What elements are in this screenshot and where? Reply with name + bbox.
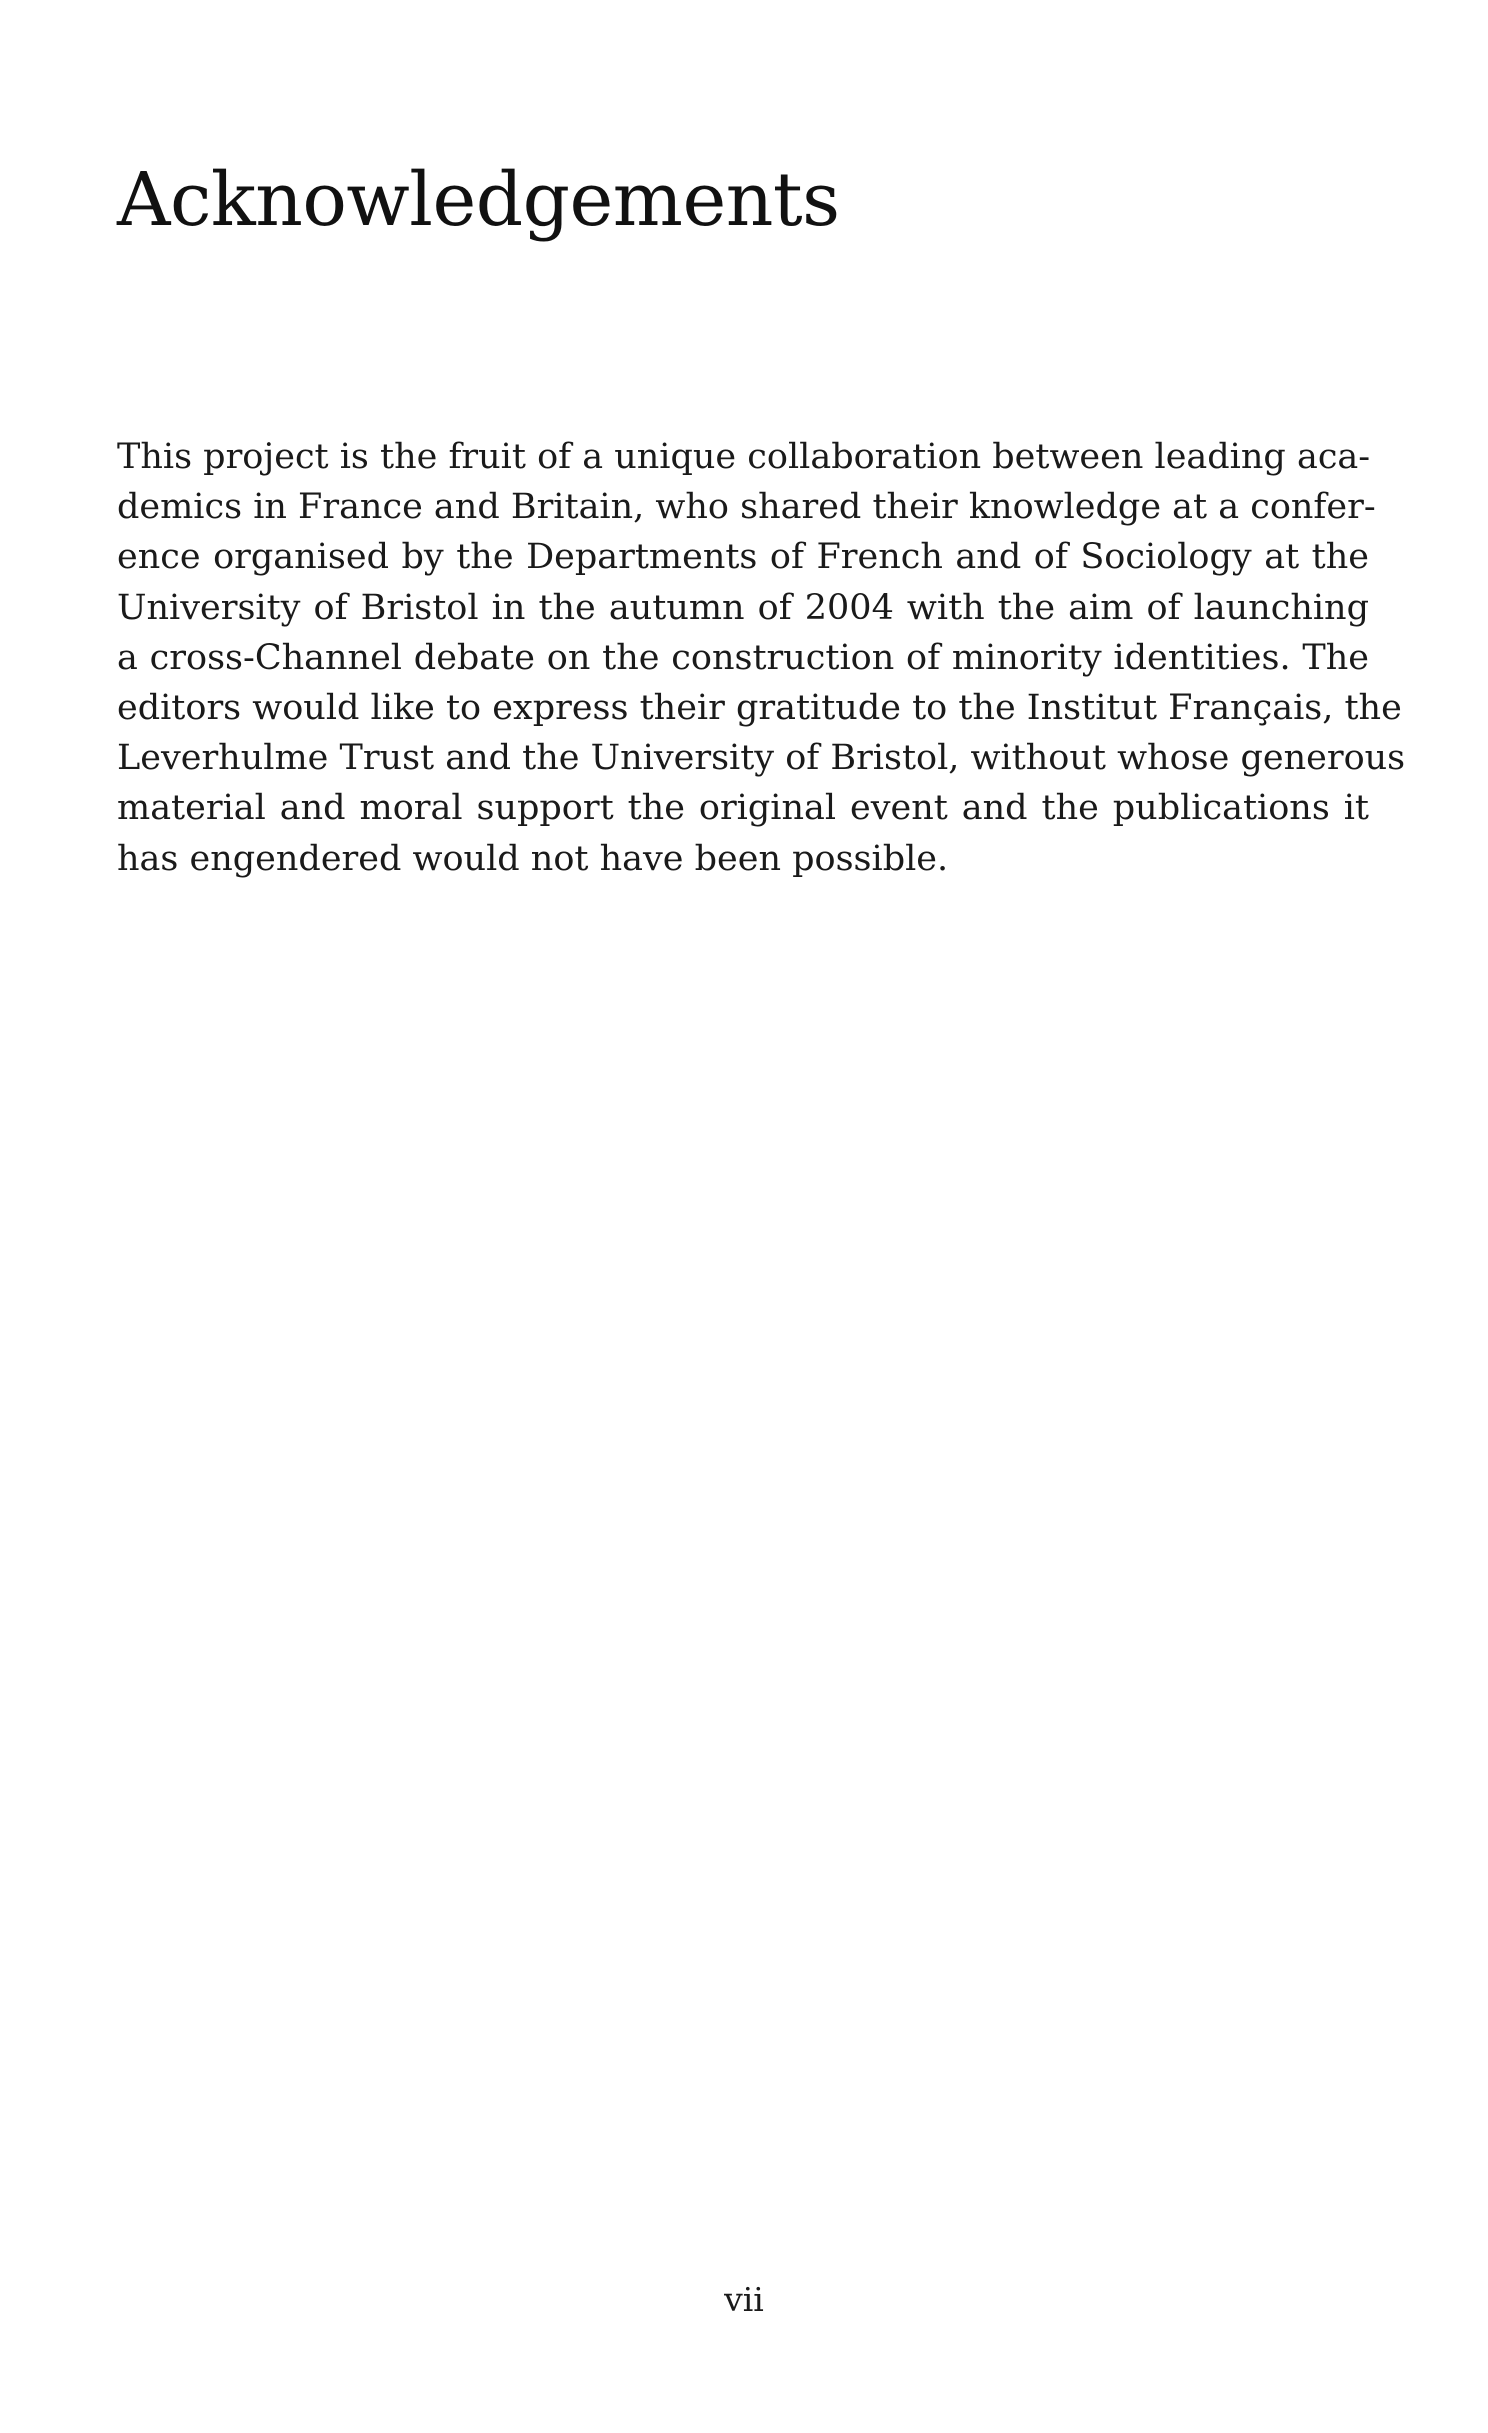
paragraph-line: ence organised by the Departments of French and of Sociology at the — [117, 537, 1369, 578]
paragraph-line: This project is the fruit of a unique collaboration between leading aca- — [117, 437, 1371, 477]
paragraph-line: demics in France and Britain, who shared their knowledge at a confer- — [117, 487, 1376, 528]
paragraph-line: has engendered would not have been possible. — [117, 838, 949, 879]
paragraph-line: University of Bristol in the autumn of 2004 with the aim of launching — [117, 587, 1369, 628]
page-title: Acknowledgements — [117, 157, 840, 243]
page-number: vii — [724, 2280, 764, 2319]
acknowledgements-paragraph — [117, 432, 1406, 884]
paragraph-line: editors would like to express their gratitude to the Institut Français, the — [117, 688, 1402, 729]
paragraph-line: material and moral support the original event and the publications it — [117, 788, 1369, 829]
paragraph-line: Leverhulme Trust and the University of Bristol, without whose generous — [117, 738, 1406, 779]
paragraph-line: a cross-Channel debate on the construction of minority identities. The — [117, 637, 1369, 678]
